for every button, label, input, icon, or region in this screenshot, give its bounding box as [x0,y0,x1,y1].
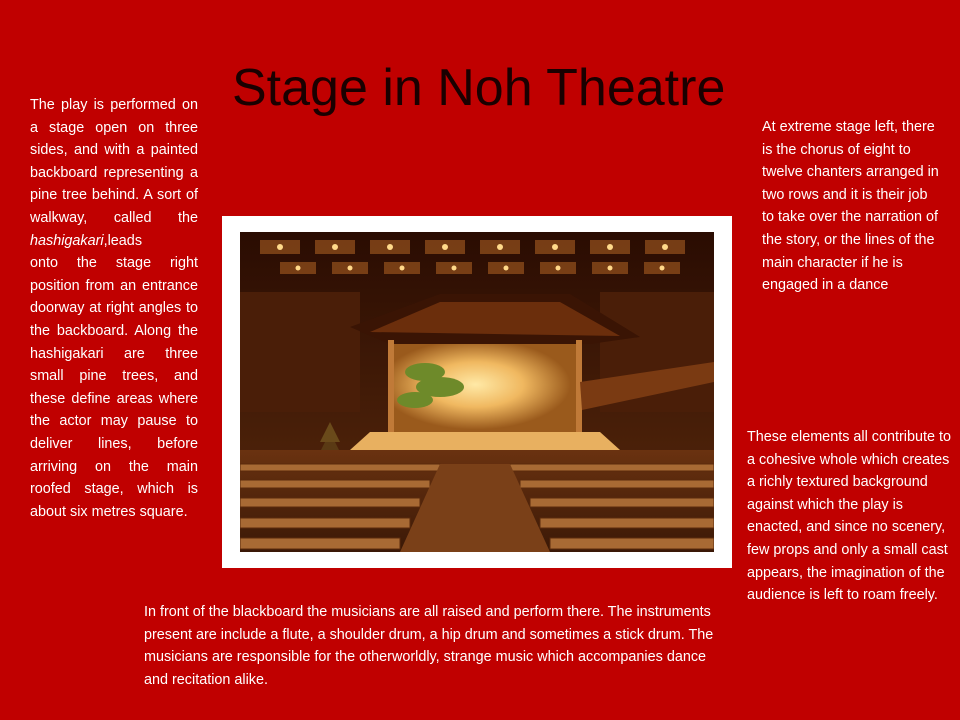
left-text-part2: ,leads [103,232,143,249]
slide-title: Stage in Noh Theatre [232,59,726,117]
left-text-part1: The play is performed on a stage open on three sides, and with a painted backboard representing a pine tree behind. A sort of walkway, called the [30,97,198,226]
bottom-text: In front of the blackboard the musicians are all raised and perform there. The instruments present are include a flute, a shoulder drum, a hip drum and sometimes a stick drum. The musicians are responsible for the otherworldly, strange music which accompanies dance and recitation alike. [144,604,714,688]
left-text-part3: onto the stage right position from an entrance doorway at right angles to the backboard. Along the hashigakari are three small pine trees, and these define areas where the actor may pause to deliver lines, before arriving on the main roofed stage, which is about six metres square. [30,255,198,520]
noh-stage-photo [240,232,714,552]
right-bottom-text: These elements all contribute to a cohesive whole which creates a richly textured background against which the play is enacted, and since no scenery, few props and only a small cast appears, the imagination of the audience is left to roam freely. [747,429,951,604]
photo-frame [222,216,732,568]
left-text-block [30,94,198,523]
right-top-text: At extreme stage left, there is the chorus of eight to twelve chanters arranged in two rows and it is their job to take over the narration of the story, or the lines of the main character if he is engaged in a dance [762,119,939,294]
left-text-italic-term: hashigakari [30,232,104,249]
